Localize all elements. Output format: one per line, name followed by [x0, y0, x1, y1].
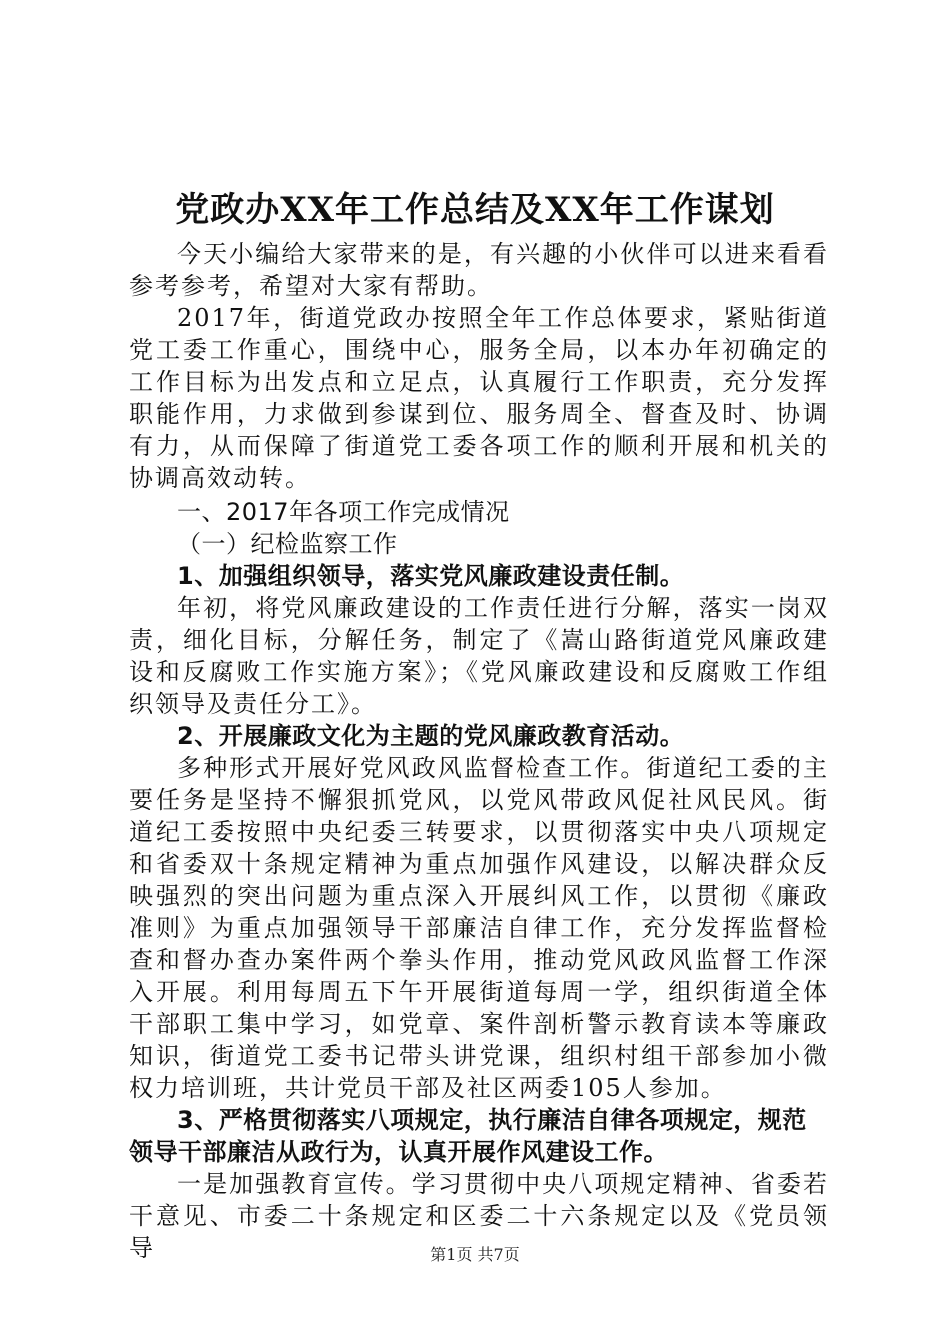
page-footer	[0, 1244, 950, 1266]
item-heading: 1、加强组织领导，落实党风廉政建设责任制。	[177, 562, 685, 590]
item-heading: 2、开展廉政文化为主题的党风廉政教育活动。	[177, 722, 685, 750]
item-paragraph: 年初，将党风廉政建设的工作责任进行分解，落实一岗双责，细化目标，分解任务，制定了《嵩山路街道党风廉政建设和反腐败工作实施方案》；《党风廉政建设和反腐败工作组织领导及责任分工》。	[129, 594, 829, 718]
section-heading: 一、2017年各项工作完成情况	[177, 498, 510, 526]
item-paragraph: 多种形式开展好党风政风监督检查工作。街道纪工委的主要任务是坚持不懈狠抓党风，以党风带政风促社风民风。街道纪工委按照中央纪委三转要求，以贯彻落实中央八项规定和省委双十条规定精神为重点加强作风建设，以解决群众反映强烈的突出问题为重点深入开展纠风工作，以贯彻《廉政准则》为重点加强领导干部廉洁自律工作，充分发挥监督检查和督办查办案件两个拳头作用，推动党风政风监督工作深入开展。利用每周五下午开展街道每周一学，组织街道全体干部职工集中学习，如党章、案件剖析警示教育读本等廉政知识，街道党工委书记带头讲党课，组织村组干部参加小微权力培训班，共计党员干部及社区两委105人参加。	[129, 754, 829, 1102]
item-paragraph: 一是加强教育宣传。学习贯彻中央八项规定精神、省委若干意见、市委二十条规定和区委二十六条规定以及《党员领导	[129, 1170, 829, 1262]
item-heading: 3、严格贯彻落实八项规定，执行廉洁自律各项规定，规范领导干部廉洁从政行为，认真开展作风建设工作。	[129, 1106, 807, 1166]
document-body	[129, 238, 829, 1264]
intro-paragraph: 今天小编给大家带来的是，有兴趣的小伙伴可以进来看看参考参考，希望对大家有帮助。	[129, 240, 829, 300]
page-indicator: 第1页 共7页	[430, 1245, 520, 1264]
document-title: 党政办XX年工作总结及XX年工作谋划	[175, 190, 775, 230]
subsection-heading: （一）纪检监察工作	[177, 530, 398, 558]
summary-paragraph: 2017年，街道党政办按照全年工作总体要求，紧贴街道党工委工作重心，围绕中心，服务全局，以本办年初确定的工作目标为出发点和立足点，认真履行工作职责，充分发挥职能作用，力求做到参谋到位、服务周全、督查及时、协调有力，从而保障了街道党工委各项工作的顺利开展和机关的协调高效动转。	[129, 304, 829, 492]
